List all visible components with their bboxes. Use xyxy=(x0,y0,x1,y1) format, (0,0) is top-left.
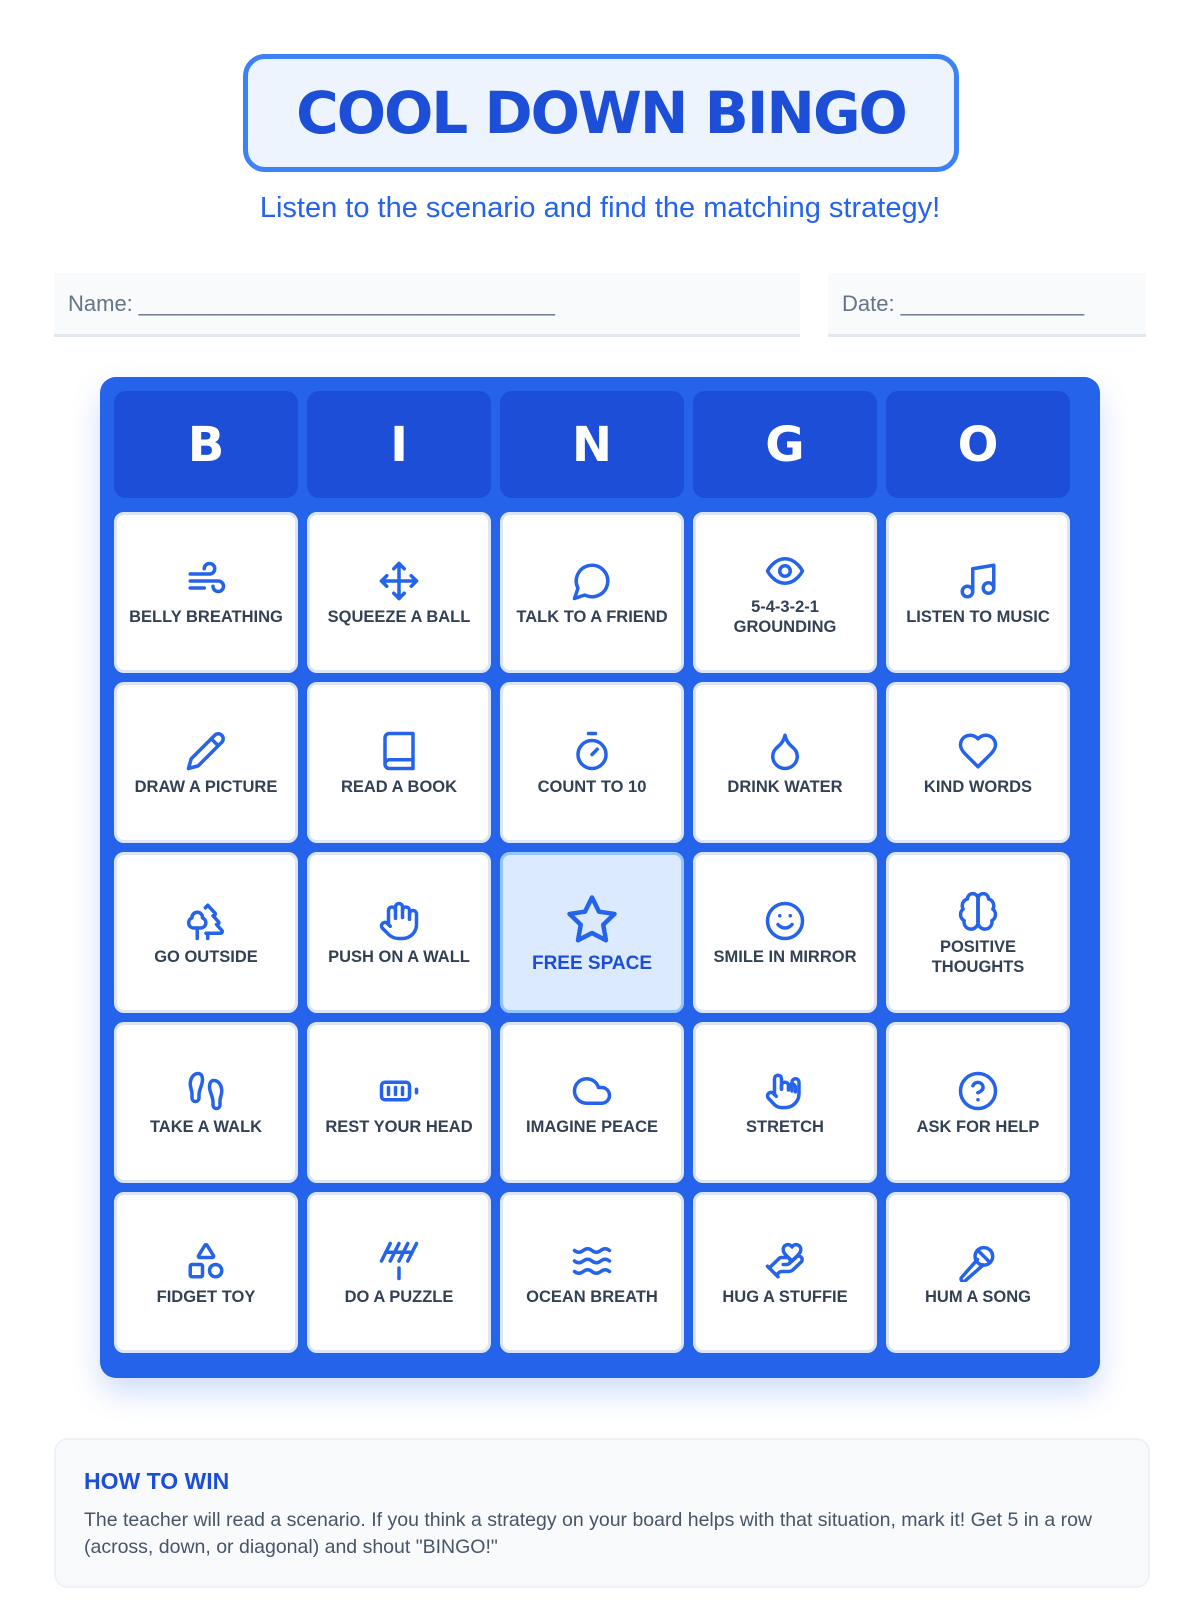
page-title: COOL DOWN BINGO xyxy=(296,79,906,147)
bingo-cell[interactable] xyxy=(886,682,1070,843)
column-header-b: B xyxy=(114,391,298,498)
how-to-win-text: The teacher will read a scenario. If you think a strategy on your board helps with that situation, mark it! Get 5 in a row (across, down, or diagonal) and shout "BINGO!" xyxy=(84,1509,1093,1558)
date-field[interactable] xyxy=(828,273,1146,337)
column-header-n: N xyxy=(500,391,684,498)
name-label: Name: xyxy=(68,290,133,316)
column-header-o: O xyxy=(886,391,1070,498)
cell-label: HUM A SONG xyxy=(924,1287,1032,1306)
cell-label: BELLY BREATHING xyxy=(129,607,283,626)
pencil-icon xyxy=(184,729,228,773)
cell-label: READ A BOOK xyxy=(340,777,458,796)
cell-label: LISTEN TO MUSIC xyxy=(906,607,1050,626)
title-banner xyxy=(243,54,959,172)
bingo-cell[interactable] xyxy=(307,852,491,1013)
how-to-win-title: HOW TO WIN xyxy=(84,1468,230,1494)
shapes-icon xyxy=(184,1239,228,1283)
bingo-cell[interactable] xyxy=(114,852,298,1013)
battery-icon xyxy=(377,1069,421,1113)
bingo-cell[interactable] xyxy=(693,852,877,1013)
cloud-icon xyxy=(570,1069,614,1113)
smile-icon xyxy=(763,899,807,943)
cell-label: DRINK WATER xyxy=(727,777,843,796)
subtitle: Listen to the scenario and find the matching strategy! xyxy=(259,192,941,224)
hand-heart-icon xyxy=(763,1239,807,1283)
cell-label: TAKE A WALK xyxy=(149,1117,263,1136)
bingo-cell[interactable] xyxy=(886,852,1070,1013)
cell-label: 5-4-3-2-1 GROUNDING xyxy=(733,597,837,636)
bingo-cell[interactable] xyxy=(307,512,491,673)
how-to-win-panel xyxy=(54,1438,1150,1588)
cell-label: COUNT TO 10 xyxy=(537,777,647,796)
date-line: _______________ xyxy=(900,290,1085,316)
cell-label: ASK FOR HELP xyxy=(916,1117,1040,1136)
bingo-cell[interactable] xyxy=(693,682,877,843)
bingo-cell[interactable] xyxy=(500,1192,684,1353)
cell-label: IMAGINE PEACE xyxy=(525,1117,659,1136)
hand-icon xyxy=(377,899,421,943)
cell-label: DO A PUZZLE xyxy=(344,1287,454,1306)
bingo-cell[interactable] xyxy=(307,1022,491,1183)
bingo-cell[interactable] xyxy=(500,512,684,673)
bingo-cell[interactable] xyxy=(114,682,298,843)
footprints-icon xyxy=(184,1069,228,1113)
name-line: __________________________________ xyxy=(138,290,555,316)
trees-icon xyxy=(184,899,228,943)
music-note-icon xyxy=(956,559,1000,603)
cell-label: HUG A STUFFIE xyxy=(722,1287,848,1306)
bingo-cell[interactable] xyxy=(886,1022,1070,1183)
bingo-cell[interactable] xyxy=(693,1192,877,1353)
cell-label: SQUEEZE A BALL xyxy=(327,607,471,626)
microphone-icon xyxy=(956,1239,1000,1283)
bingo-cell[interactable] xyxy=(114,1192,298,1353)
brain-icon xyxy=(956,889,1000,933)
chat-bubble-icon xyxy=(570,559,614,603)
stretch-hand-icon xyxy=(763,1069,807,1113)
star-icon xyxy=(564,892,620,948)
question-icon xyxy=(956,1069,1000,1113)
bingo-cell[interactable] xyxy=(886,512,1070,673)
cell-label: GO OUTSIDE xyxy=(154,947,258,966)
wind-icon xyxy=(184,559,228,603)
bingo-cell[interactable] xyxy=(307,682,491,843)
move-arrows-icon xyxy=(377,559,421,603)
bingo-cell[interactable] xyxy=(114,1022,298,1183)
waves-icon xyxy=(570,1239,614,1283)
bingo-board xyxy=(100,377,1100,1378)
column-header-i: I xyxy=(307,391,491,498)
free-space-cell[interactable] xyxy=(500,852,684,1013)
cell-label: PUSH ON A WALL xyxy=(328,947,470,966)
bingo-cell[interactable] xyxy=(500,682,684,843)
antenna-icon xyxy=(377,1239,421,1283)
heart-icon xyxy=(956,729,1000,773)
name-field[interactable] xyxy=(54,273,800,337)
cell-label: TALK TO A FRIEND xyxy=(516,607,668,626)
bingo-cell[interactable] xyxy=(886,1192,1070,1353)
water-drop-icon xyxy=(763,729,807,773)
cell-label: REST YOUR HEAD xyxy=(325,1117,473,1136)
bingo-cell[interactable] xyxy=(114,512,298,673)
cell-label: FREE SPACE xyxy=(531,952,652,974)
eye-icon xyxy=(763,549,807,593)
book-icon xyxy=(377,729,421,773)
column-header-g: G xyxy=(693,391,877,498)
cell-label: POSITIVE THOUGHTS xyxy=(931,937,1025,976)
cell-label: STRETCH xyxy=(746,1117,824,1136)
bingo-cell[interactable] xyxy=(500,1022,684,1183)
cell-label: KIND WORDS xyxy=(923,777,1033,796)
bingo-cell[interactable] xyxy=(693,512,877,673)
bingo-cell[interactable] xyxy=(693,1022,877,1183)
cell-label: FIDGET TOY xyxy=(156,1287,256,1306)
cell-label: DRAW A PICTURE xyxy=(134,777,278,796)
timer-icon xyxy=(570,729,614,773)
date-label: Date: xyxy=(842,290,895,316)
cell-label: OCEAN BREATH xyxy=(526,1287,658,1306)
cell-label: SMILE IN MIRROR xyxy=(713,947,857,966)
bingo-cell[interactable] xyxy=(307,1192,491,1353)
